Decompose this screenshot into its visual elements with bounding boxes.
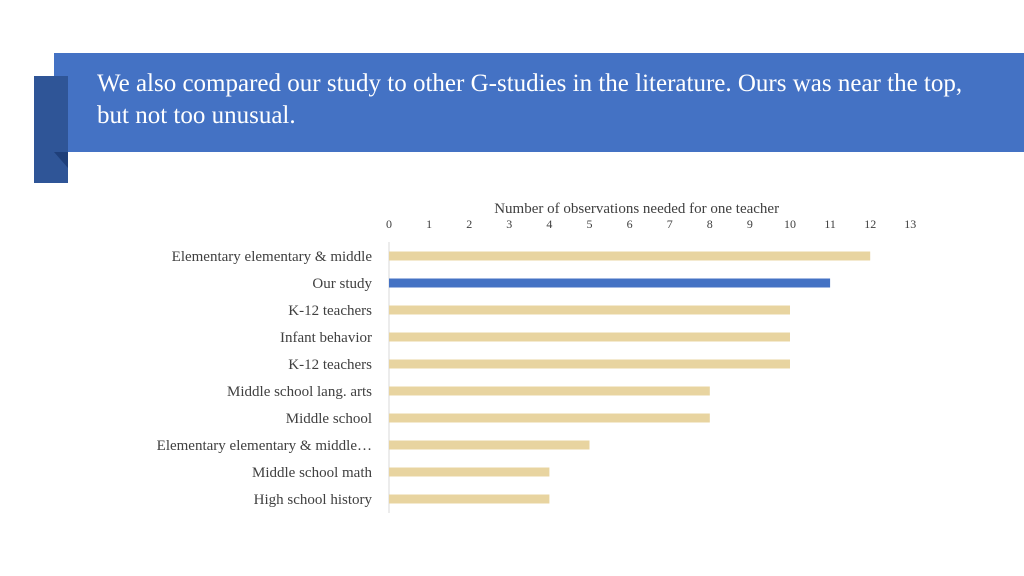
slide-title: We also compared our study to other G-studies in the literature. Ours was near the top, but not too unusual.: [97, 70, 963, 129]
category-label: K-12 teachers: [288, 303, 372, 319]
bar: [389, 306, 790, 315]
bar: [389, 252, 870, 261]
x-tick-label: 0: [386, 217, 392, 231]
category-label: Elementary elementary & middle…: [156, 438, 372, 454]
bar: [389, 495, 549, 504]
category-label: Our study: [312, 276, 372, 292]
bar: [389, 414, 710, 423]
x-tick-label: 5: [586, 217, 593, 231]
bar-our-study: [389, 279, 830, 288]
x-tick-label: 11: [824, 217, 836, 231]
category-label: Middle school: [285, 411, 372, 427]
category-label: K-12 teachers: [288, 357, 372, 373]
x-tick-label: 12: [864, 217, 877, 231]
x-tick-label: 10: [784, 217, 796, 231]
bar: [389, 333, 790, 342]
x-tick-label: 1: [426, 217, 433, 231]
bar: [389, 468, 549, 477]
category-label: Elementary elementary & middle: [171, 249, 372, 265]
x-tick-label: 2: [466, 217, 473, 231]
bar: [389, 360, 790, 369]
x-tick-label: 6: [626, 217, 633, 231]
bar: [389, 387, 710, 396]
category-label: High school history: [253, 492, 372, 508]
x-tick-label: 13: [904, 217, 917, 231]
x-tick-label: 8: [706, 217, 713, 231]
bar: [389, 441, 590, 450]
category-label: Infant behavior: [279, 330, 372, 346]
x-axis-label: Number of observations needed for one teacher: [494, 201, 780, 217]
category-label: Middle school lang. arts: [227, 384, 372, 400]
x-tick-label: 4: [546, 217, 553, 231]
x-tick-label: 3: [506, 217, 513, 231]
x-tick-label: 9: [746, 217, 753, 231]
x-tick-label: 7: [666, 217, 673, 231]
category-label: Middle school math: [252, 465, 372, 481]
